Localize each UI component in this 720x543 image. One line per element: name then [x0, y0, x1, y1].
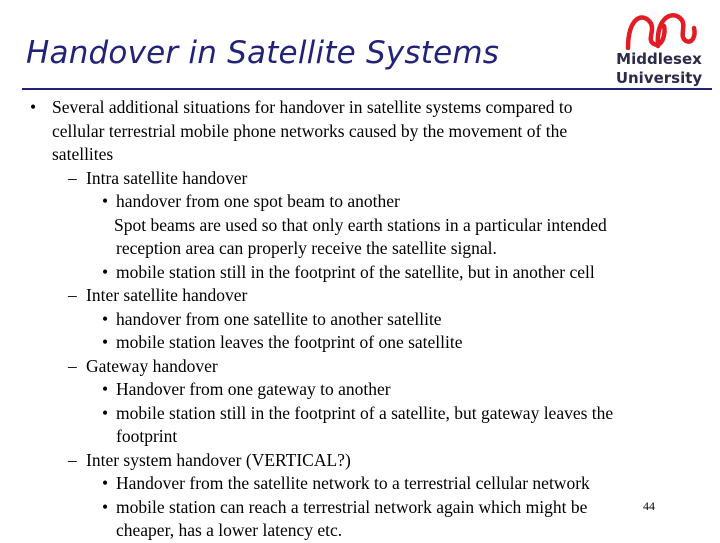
intra-note-line: Spot beams are used so that only earth stations in a particular intended	[114, 214, 607, 235]
slide-body	[0, 96, 720, 543]
list-item	[0, 496, 720, 520]
list-item	[0, 472, 720, 496]
intra-heading: Intra satellite handover	[86, 167, 248, 188]
intro-line: cellular terrestrial mobile phone networks caused by the movement of the	[52, 120, 568, 141]
slide-title: Handover in Satellite Systems	[26, 35, 500, 71]
bullet-marker: •	[102, 261, 109, 282]
system-item-2-cont: cheaper, has a lower latency etc.	[116, 520, 343, 540]
list-item	[0, 449, 720, 473]
list-item	[0, 331, 720, 355]
gateway-item-1: Handover from one gateway to another	[116, 379, 391, 399]
bullet-marker: •	[102, 308, 109, 329]
list-item	[0, 167, 720, 191]
gateway-item-2: mobile station still in the footprint of a satellite, but gateway leaves the	[116, 402, 614, 423]
bullet-marker: •	[102, 402, 109, 423]
system-item-2: mobile station can reach a terrestrial network again which might be	[116, 496, 588, 517]
logo-text-line2: University	[615, 69, 703, 87]
inter-heading: Inter satellite handover	[86, 285, 248, 305]
intra-item-2: mobile station still in the footprint of the satellite, but in another cell	[116, 261, 595, 282]
dash-marker: –	[68, 167, 77, 188]
list-item	[0, 190, 720, 214]
main-bullet: •	[30, 97, 37, 117]
intra-item-1: handover from one spot beam to another	[116, 191, 400, 211]
list-item	[0, 378, 720, 402]
title-divider	[22, 88, 712, 90]
list-item	[0, 308, 720, 332]
page-number: 44	[643, 499, 655, 513]
dash-marker: –	[68, 449, 77, 470]
bullet-marker: •	[102, 379, 109, 399]
list-item	[0, 402, 720, 426]
gateway-item-2-cont: footprint	[116, 426, 178, 446]
list-item	[0, 261, 720, 285]
logo-text-line1: Middlesex	[616, 50, 702, 68]
bullet-marker: •	[102, 473, 109, 493]
system-item-1: Handover from the satellite network to a terrestrial cellular network	[116, 473, 590, 493]
list-item	[0, 284, 720, 308]
intro-line: Several additional situations for handover in satellite systems compared to	[52, 97, 573, 117]
dash-marker: –	[68, 285, 77, 305]
bullet-marker: •	[102, 332, 109, 352]
bullet-marker: •	[102, 496, 109, 517]
inter-item-1: handover from one satellite to another satellite	[116, 308, 442, 329]
system-heading: Inter system handover (VERTICAL?)	[86, 449, 351, 470]
list-item	[0, 355, 720, 379]
dash-marker: –	[68, 355, 77, 376]
university-logo	[606, 8, 712, 98]
intro-paragraph	[52, 96, 652, 167]
intro-line: satellites	[52, 144, 114, 164]
university-logo-icon	[620, 8, 698, 50]
intra-note-line: reception area can properly receive the satellite signal.	[116, 238, 497, 258]
bullet-marker: •	[102, 191, 109, 211]
gateway-heading: Gateway handover	[86, 355, 218, 376]
inter-item-2: mobile station leaves the footprint of one satellite	[116, 332, 463, 352]
